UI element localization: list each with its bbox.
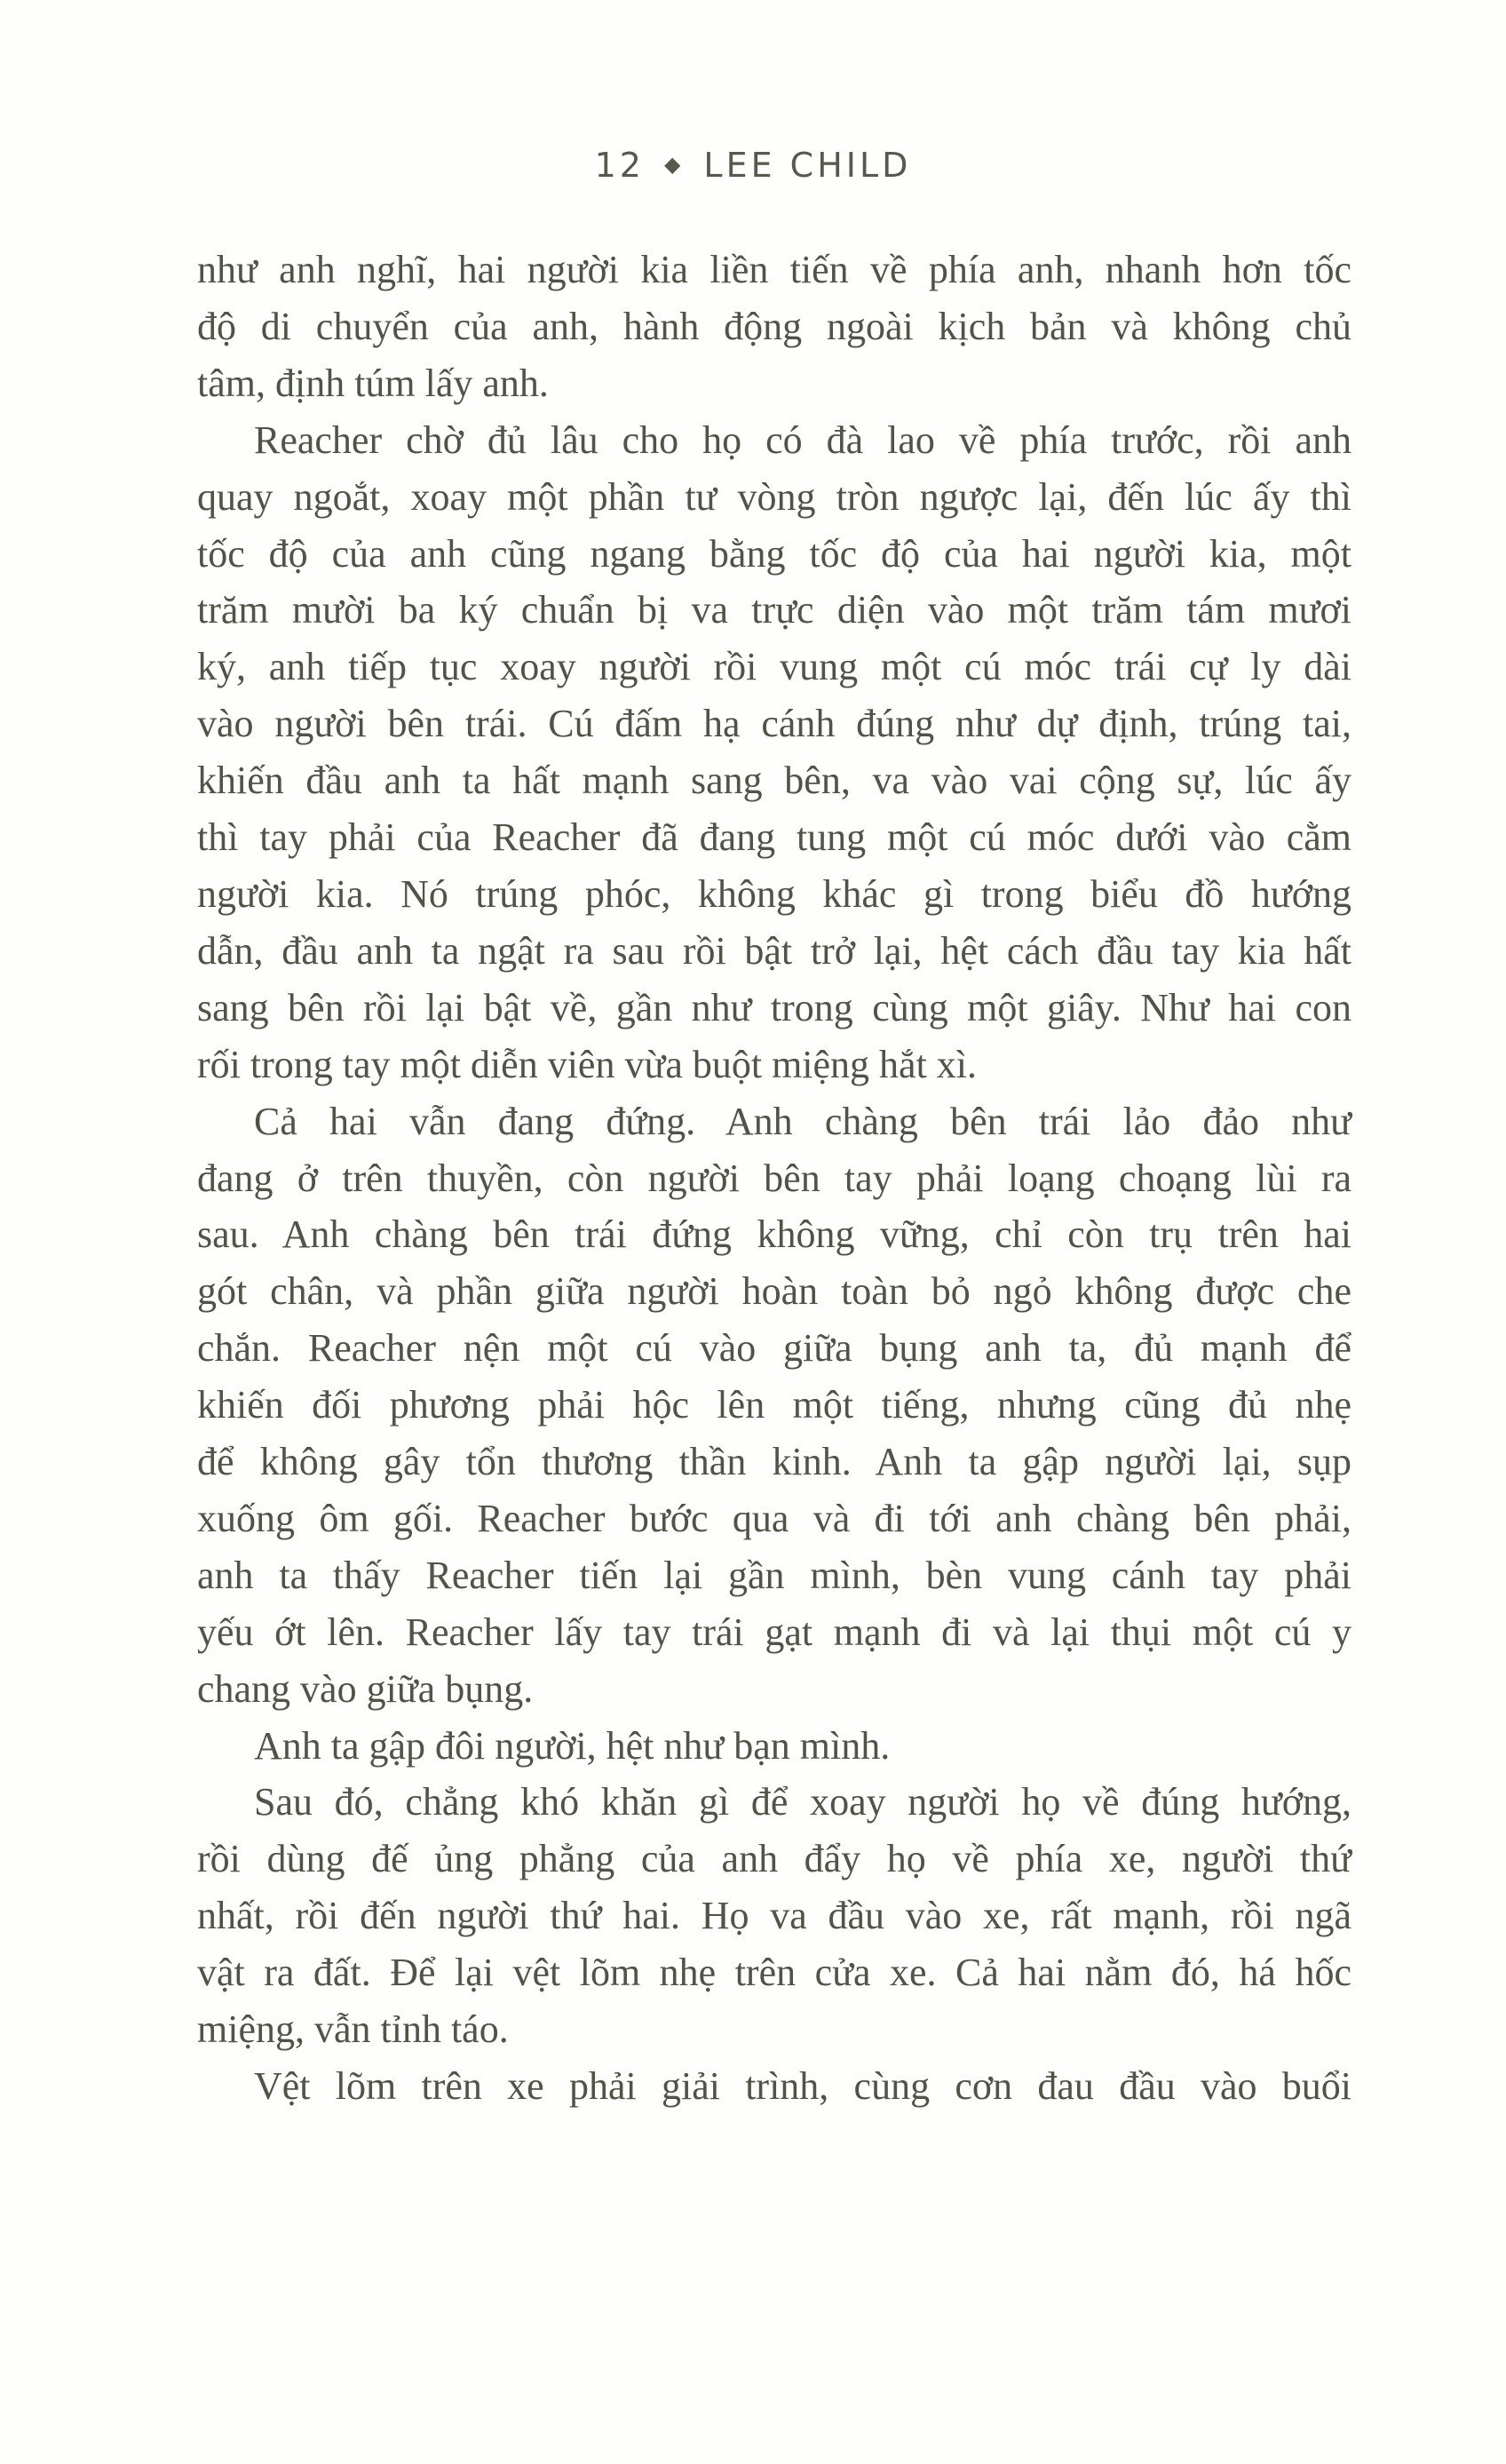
text-line: Cả hai vẫn đang đứng. Anh chàng bên trái lảo đảo như — [254, 1099, 1351, 1143]
text-line: khiến đầu anh ta hất mạnh sang bên, va vào vai cộng sự, lúc ấy — [197, 759, 1351, 803]
text-line: như anh nghĩ, hai người kia liền tiến về phía anh, nhanh hơn tốc — [197, 248, 1351, 291]
text-line: rồi dùng đế ủng phẳng của anh đẩy họ về phía xe, người thứ — [197, 1837, 1351, 1881]
body-text — [197, 242, 1351, 2115]
text-line: nhất, rồi đến người thứ hai. Họ va đầu vào xe, rất mạnh, rồi ngã — [197, 1894, 1351, 1938]
text-line: tâm, định túm lấy anh. — [197, 361, 549, 405]
text-line: khiến đối phương phải hộc lên một tiếng, nhưng cũng đủ nhẹ — [197, 1383, 1351, 1427]
text-line: người kia. Nó trúng phóc, không khác gì trong biểu đồ hướng — [197, 871, 1351, 916]
text-line: sau. Anh chàng bên trái đứng không vững, chỉ còn trụ trên hai — [197, 1212, 1351, 1257]
text-line: Anh ta gập đôi người, hệt như bạn mình. — [254, 1723, 891, 1768]
text-line: vào người bên trái. Cú đấm hạ cánh đúng như dự định, trúng tai, — [197, 702, 1351, 746]
text-line: quay ngoắt, xoay một phần tư vòng tròn ngược lại, đến lúc ấy thì — [197, 474, 1351, 519]
running-head — [0, 142, 1506, 187]
text-line: chắn. Reacher nện một cú vào giữa bụng anh ta, đủ mạnh để — [197, 1326, 1351, 1371]
paragraph — [197, 1718, 1351, 1775]
text-line: tốc độ của anh cũng ngang bằng tốc độ của hai người kia, một — [197, 531, 1351, 576]
text-line: trăm mười ba ký chuẩn bị va trực diện vào một trăm tám mươi — [197, 588, 1351, 632]
text-line: độ di chuyển của anh, hành động ngoài kịch bản và không chủ — [197, 304, 1351, 348]
paragraph — [197, 1093, 1351, 1718]
text-line: rối trong tay một diễn viên vừa buột miệng hắt xì. — [197, 1042, 978, 1086]
text-line: đang ở trên thuyền, còn người bên tay phải loạng choạng lùi ra — [197, 1156, 1351, 1200]
text-line: anh ta thấy Reacher tiến lại gần mình, bèn vung cánh tay phải — [197, 1553, 1351, 1597]
diamond-icon: ◆ — [663, 152, 681, 177]
text-line: xuống ôm gối. Reacher bước qua và đi tới anh chàng bên phải, — [197, 1496, 1351, 1540]
text-line: sang bên rồi lại bật về, gần như trong cùng một giây. Như hai con — [197, 985, 1351, 1029]
paragraph — [197, 412, 1351, 1093]
paragraph — [197, 242, 1351, 412]
text-line: để không gây tổn thương thần kinh. Anh ta gập người lại, sụp — [197, 1440, 1351, 1484]
text-line: yếu ớt lên. Reacher lấy tay trái gạt mạnh đi và lại thụi một cú y — [197, 1610, 1351, 1654]
text-line: Sau đó, chẳng khó khăn gì để xoay người họ về đúng hướng, — [254, 1780, 1351, 1824]
text-line: chang vào giữa bụng. — [197, 1666, 534, 1711]
text-line: gót chân, và phần giữa người hoàn toàn bỏ ngỏ không được che — [197, 1269, 1351, 1314]
author-name: LEE CHILD — [703, 146, 912, 185]
text-line: Vệt lõm trên xe phải giải trình, cùng cơn đau đầu vào buổi — [254, 2064, 1351, 2108]
paragraph — [197, 1774, 1351, 2058]
text-line: dẫn, đầu anh ta ngật ra sau rồi bật trở lại, hệt cách đầu tay kia hất — [197, 928, 1351, 973]
paragraph — [197, 2058, 1351, 2115]
text-line: ký, anh tiếp tục xoay người rồi vung một cú móc trái cự ly dài — [197, 645, 1351, 689]
text-line: miệng, vẫn tỉnh táo. — [197, 2007, 509, 2052]
text-line: Reacher chờ đủ lâu cho họ có đà lao về phía trước, rồi anh — [254, 417, 1351, 462]
text-line: vật ra đất. Để lại vệt lõm nhẹ trên cửa xe. Cả hai nằm đó, há hốc — [197, 1951, 1351, 1995]
text-line: thì tay phải của Reacher đã đang tung một cú móc dưới vào cằm — [197, 815, 1351, 860]
page-number: 12 — [594, 146, 645, 185]
